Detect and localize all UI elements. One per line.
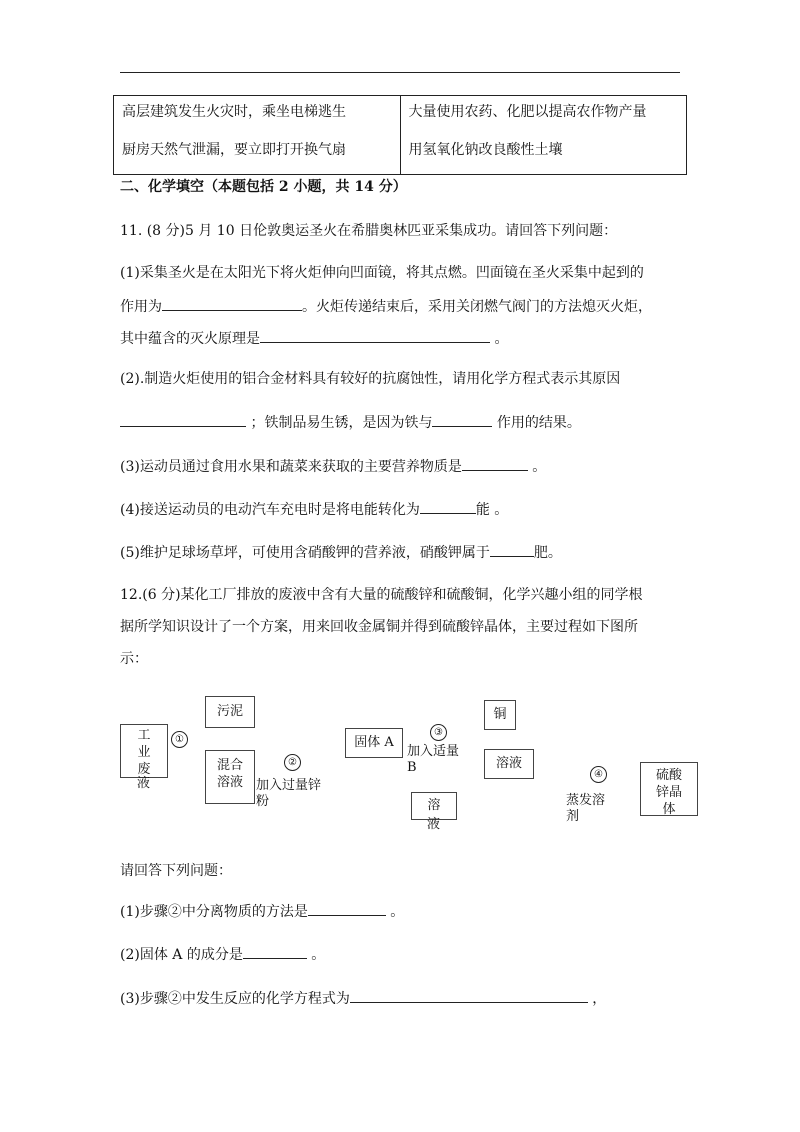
text: 。	[490, 331, 509, 347]
table-cell-left	[114, 96, 401, 175]
text: (3)运动员通过食用水果和蔬菜来获取的主要营养物质是	[120, 459, 462, 475]
answer-blank[interactable]	[420, 497, 476, 514]
solution-mid-overflow: 液	[427, 817, 441, 832]
options-table	[113, 95, 687, 175]
text: 废	[137, 762, 151, 777]
text: 溶液	[216, 775, 243, 790]
answer-blank[interactable]	[432, 410, 492, 427]
option-text: 厨房天然气泄漏，要立即打开换气扇	[122, 142, 346, 158]
solution-mid-box: 溶	[411, 792, 457, 820]
text: ，	[587, 991, 607, 1007]
q11-p1-line3	[120, 326, 508, 350]
q12-line1: 12.(6 分)某化工厂排放的废液中含有大量的硫酸锌和硫酸铜，化学兴趣小组的同学根	[120, 587, 643, 603]
waste-liquid-overflow: 液	[137, 776, 151, 791]
solid-a-box: 固体 A	[345, 728, 403, 758]
step-3-label-1: 加入适量	[407, 744, 460, 759]
answer-blank[interactable]	[462, 454, 528, 471]
answer-blank[interactable]	[260, 326, 490, 343]
step-4-label-2: 剂	[566, 809, 580, 824]
answer-blank[interactable]	[350, 986, 588, 1003]
text: 。	[306, 947, 326, 963]
q11-p1-line2	[120, 294, 652, 318]
text: 其中蕴含的灭火原理是	[120, 331, 260, 347]
answer-blank[interactable]	[490, 540, 534, 557]
text: ；铁制品易生锈，是因为铁与	[246, 415, 433, 431]
waste-liquid-box	[120, 724, 168, 778]
text: 能 。	[475, 502, 509, 518]
text: (1)步骤②中分离物质的方法是	[120, 904, 308, 920]
step-2-label-2: 粉	[256, 794, 270, 809]
answer-blank[interactable]	[243, 942, 307, 959]
text: 业	[137, 745, 151, 760]
q11-p2-line2	[120, 410, 581, 434]
text: (4)接送运动员的电动汽车充电时是将电能转化为	[120, 502, 420, 518]
q12-s1	[120, 899, 404, 923]
text: 锌晶	[655, 785, 682, 800]
mixed-solution-box	[205, 750, 255, 804]
option-text: 高层建筑发生火灾时，乘坐电梯逃生	[122, 104, 346, 120]
top-rule	[120, 72, 680, 73]
q12-s2	[120, 942, 325, 966]
text: 硫酸	[655, 768, 682, 783]
step-2-label-1: 加入过量锌	[256, 778, 322, 793]
q12-s3	[120, 986, 606, 1010]
text: 作用的结果。	[492, 415, 581, 431]
step-1-marker: ①	[171, 731, 188, 748]
q12-line3: 示：	[120, 651, 148, 667]
text: (5)维护足球场草坪，可使用含硝酸钾的营养液，硝酸钾属于	[120, 545, 490, 561]
zinc-sulfate-crystal-box	[640, 762, 698, 816]
answer-blank[interactable]	[162, 294, 302, 311]
q12-ask: 请回答下列问题：	[120, 863, 232, 879]
q11-p3	[120, 454, 546, 478]
q12-line2: 据所学知识设计了一个方案，用来回收金属铜并得到硫酸锌晶体，主要过程如下图所	[120, 619, 638, 635]
table-cell-right	[400, 96, 687, 175]
text: 。	[385, 904, 405, 920]
option-text: 大量使用农药、化肥以提高农作物产量	[408, 104, 647, 120]
answer-blank[interactable]	[308, 899, 386, 916]
step-2-marker: ②	[284, 754, 301, 771]
text: 。	[527, 459, 547, 475]
text: 作用为	[120, 299, 162, 315]
step-3-label-2: B	[407, 760, 417, 775]
answer-blank[interactable]	[120, 410, 246, 427]
copper-box: 铜	[484, 700, 516, 730]
text: 肥。	[533, 545, 562, 561]
text: 。火炬传递结束后，采用关闭燃气阀门的方法熄灭火炬，	[302, 299, 652, 315]
text: 体	[662, 802, 676, 817]
section-heading: 二、化学填空（本题包括 2 小题，共 14 分）	[120, 179, 407, 195]
step-4-marker: ④	[590, 766, 607, 783]
q11-p2-line1: (2).制造火炬使用的铝合金材料具有较好的抗腐蚀性，请用化学方程式表示其原因	[120, 371, 621, 387]
q11-intro: 11. (8 分)5 月 10 日伦敦奥运圣火在希腊奥林匹亚采集成功。请回答下列问题：	[120, 223, 618, 239]
text: 工	[137, 728, 151, 743]
solution-right-box: 溶液	[484, 749, 534, 779]
sludge-box: 污泥	[205, 696, 255, 728]
step-4-label-1: 蒸发溶	[566, 793, 606, 808]
q11-p4	[120, 497, 508, 521]
step-3-marker: ③	[430, 724, 447, 741]
option-text: 用氢氧化钠改良酸性土壤	[408, 142, 563, 158]
q11-p1-line1: (1)采集圣火是在太阳光下将火炬伸向凹面镜，将其点燃。凹面镜在圣火采集中起到的	[120, 265, 644, 281]
q11-p5	[120, 540, 562, 564]
text: (2)固体 A 的成分是	[120, 947, 243, 963]
text: 混合	[216, 758, 243, 773]
text: (3)步骤②中发生反应的化学方程式为	[120, 991, 350, 1007]
